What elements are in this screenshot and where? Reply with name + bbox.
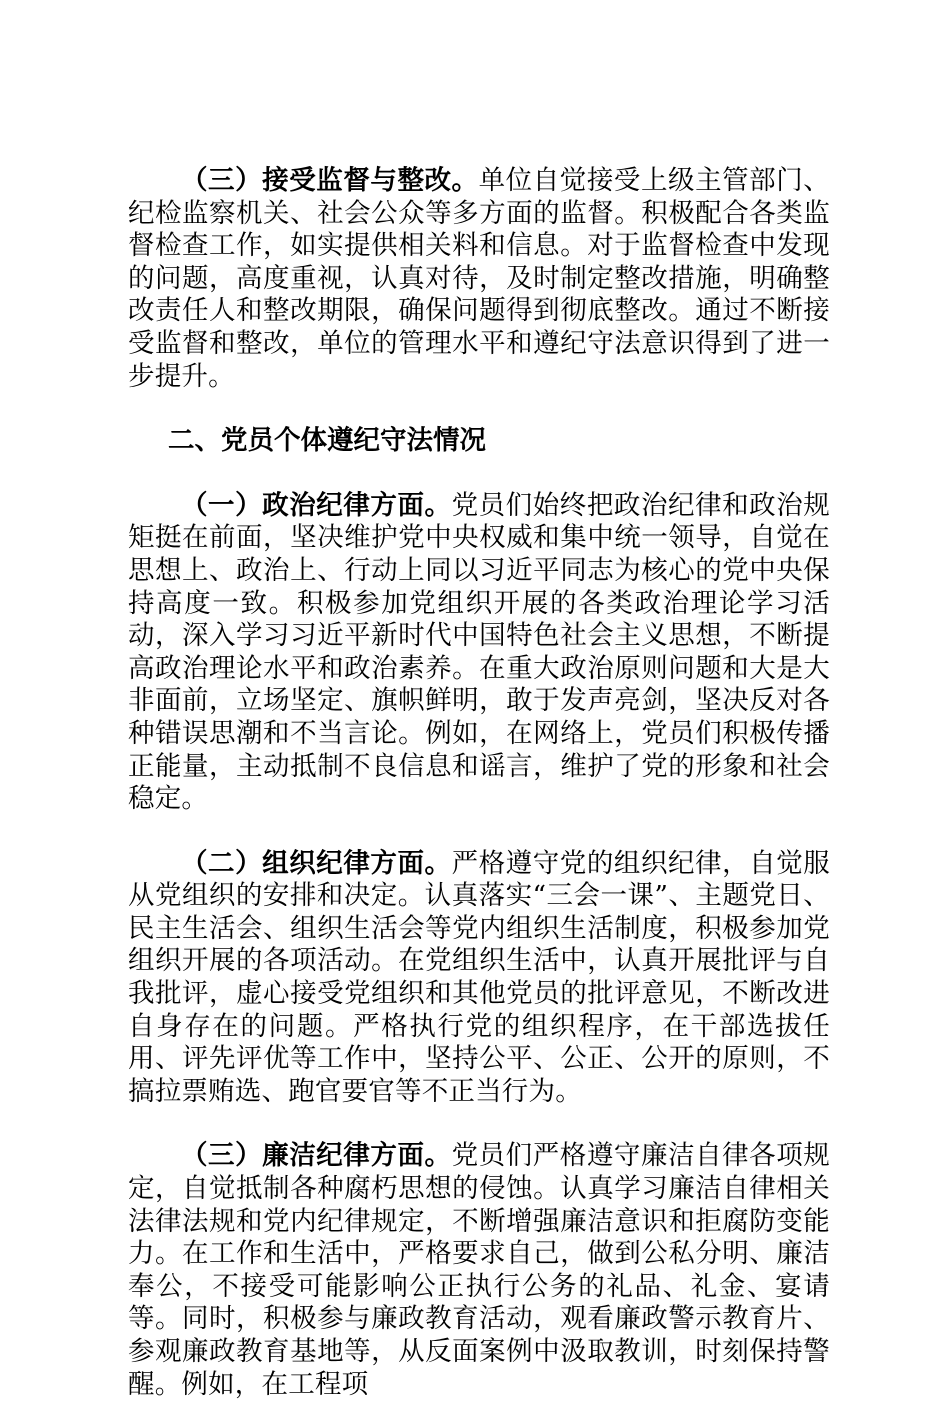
document-page: [128, 165, 830, 1401]
paragraph-lead: （一）政治纪律方面。: [181, 489, 452, 521]
paragraph-lead: （三）廉洁纪律方面。: [181, 1140, 452, 1172]
paragraph-body: 严格遵守党的组织纪律，自觉服从党组织的安排和决定。认真落实“三会一课”、主题党日、民主生活会、组织生活会等党内组织生活制度，积极参加党组织开展的各项活动。在党组织生活中，认真开展批评与自我批评，虚心接受党组织和其他党员的批评意见，不断改进自身存在的问题。严格执行党的组织程序，在干部选拔任用、评先评优等工作中，坚持公平、公正、公开的原则，不搞拉票贿选、跑官要官等不正当行为。: [128, 847, 830, 1107]
section-heading: 二、党员个体遵纪守法情况: [168, 425, 486, 457]
paragraph-integrity-discipline: [128, 1140, 830, 1401]
paragraph-political-discipline: [128, 490, 830, 816]
paragraph-body: 党员们严格遵守廉洁自律各项规定，自觉抵制各种腐朽思想的侵蚀。认真学习廉洁自律相关法律法规和党内纪律规定，不断增强廉洁意识和拒腐防变能力。在工作和生活中，严格要求自己，做到公私分明、廉洁奉公，不接受可能影响公正执行公务的礼品、礼金、宴请等。同时，积极参与廉政教育活动，观看廉政警示教育片、参观廉政教育基地等，从反面案例中汲取教训，时刻保持警醒。例如，在工程项: [128, 1140, 830, 1400]
paragraph-organizational-discipline: [128, 848, 830, 1109]
paragraph-supervision-rectification: [128, 165, 830, 393]
paragraph-lead: （三）接受监督与整改。: [181, 165, 479, 196]
paragraph-lead: （二）组织纪律方面。: [181, 847, 452, 879]
paragraph-body: 单位自觉接受上级主管部门、纪检监察机关、社会公众等多方面的监督。积极配合各类监督检查工作，如实提供相关料和信息。对于监督检查中发现的问题，高度重视，认真对待，及时制定整改措施，明确整改责任人和整改期限，确保问题得到彻底整改。通过不断接受监督和整改，单位的管理水平和遵纪守法意识得到了进一步提升。: [128, 165, 830, 392]
paragraph-body: 党员们始终把政治纪律和政治规矩挺在前面，坚决维护党中央权威和集中统一领导，自觉在思想上、政治上、行动上同以习近平同志为核心的党中央保持高度一致。积极参加党组织开展的各类政治理论学习活动，深入学习习近平新时代中国特色社会主义思想，不断提高政治理论水平和政治素养。在重大政治原则问题和大是大非面前，立场坚定、旗帜鲜明，敢于发声亮剑，坚决反对各种错误思潮和不当言论。例如，在网络上，党员们积极传播正能量，主动抵制不良信息和谣言，维护了党的形象和社会稳定。: [128, 489, 830, 815]
